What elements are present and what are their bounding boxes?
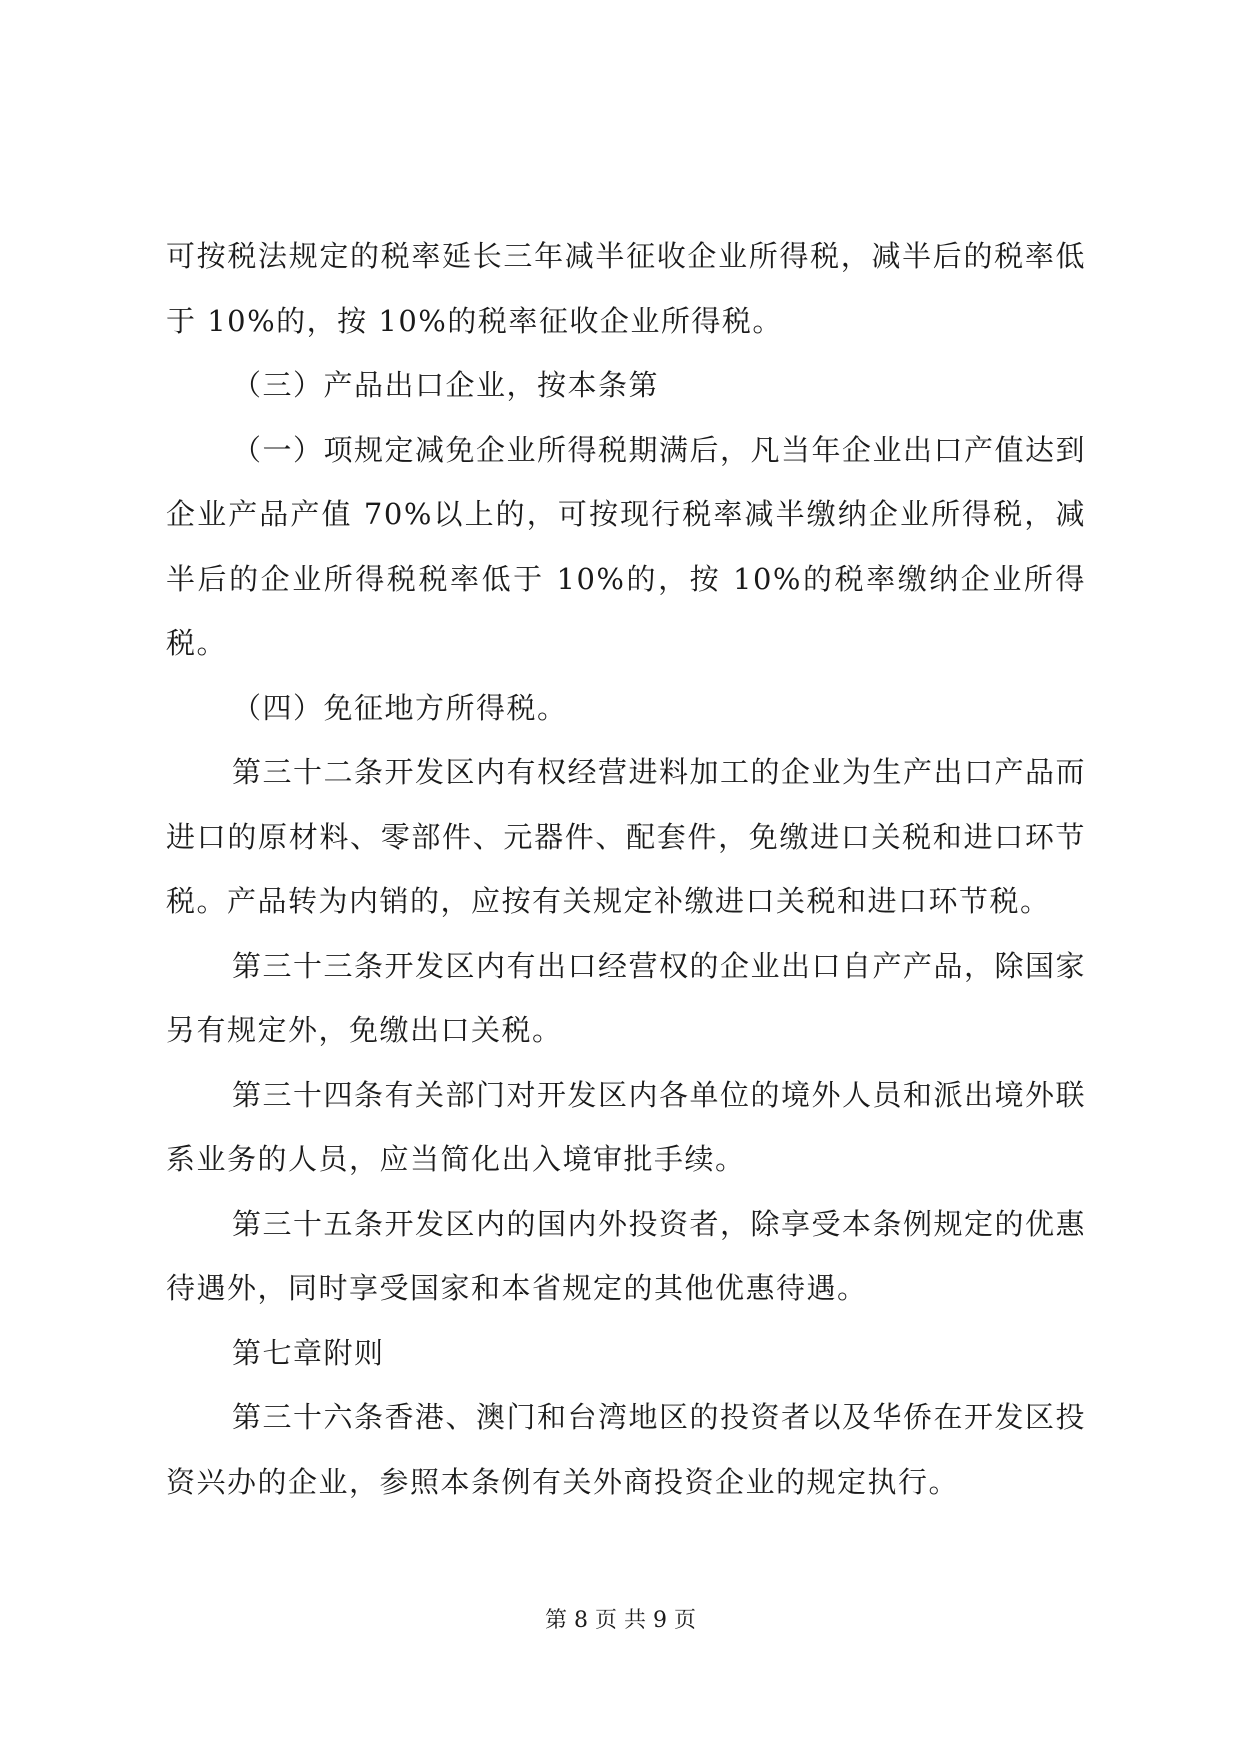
page-number-label: 第 8 页 共 9 页 [545,1608,696,1633]
paragraph: 可按税法规定的税率延长三年减半征收企业所得税，减半后的税率低于 10%的，按 10%的税率征收企业所得税。 [166,239,1086,338]
paragraph: 第三十六条香港、澳门和台湾地区的投资者以及华侨在开发区投资兴办的企业，参照本条例有关外商投资企业的规定执行。 [166,1400,1087,1499]
paragraph: 第三十三条开发区内有出口经营权的企业出口自产产品，除国家另有规定外，免缴出口关税。 [166,948,1087,1047]
paragraph: （一）项规定减免企业所得税期满后，凡当年企业出口产值达到企业产品产值 70%以上的，可按现行税率减半缴纳企业所得税，减半后的企业所得税税率低于 10%的，按 10%的税率缴纳企业所得税。 [166,432,1087,660]
page-footer [0,1606,1241,1636]
paragraph: （三）产品出口企业，按本条第 [232,368,660,402]
chapter-heading: 第七章附则 [232,1335,385,1370]
paragraph: （四）免征地方所得税。 [232,690,568,725]
paragraph: 第三十五条开发区内的国内外投资者，除享受本条例规定的优惠待遇外，同时享受国家和本省规定的其他优惠待遇。 [166,1206,1087,1305]
document-body [166,224,1086,1514]
paragraph: 第三十四条有关部门对开发区内各单位的境外人员和派出境外联系业务的人员，应当简化出入境审批手续。 [166,1077,1087,1176]
paragraph: 第三十二条开发区内有权经营进料加工的企业为生产出口产品而进口的原材料、零部件、元器件、配套件，免缴进口关税和进口环节税。产品转为内销的，应按有关规定补缴进口关税和进口环节税。 [166,755,1087,918]
